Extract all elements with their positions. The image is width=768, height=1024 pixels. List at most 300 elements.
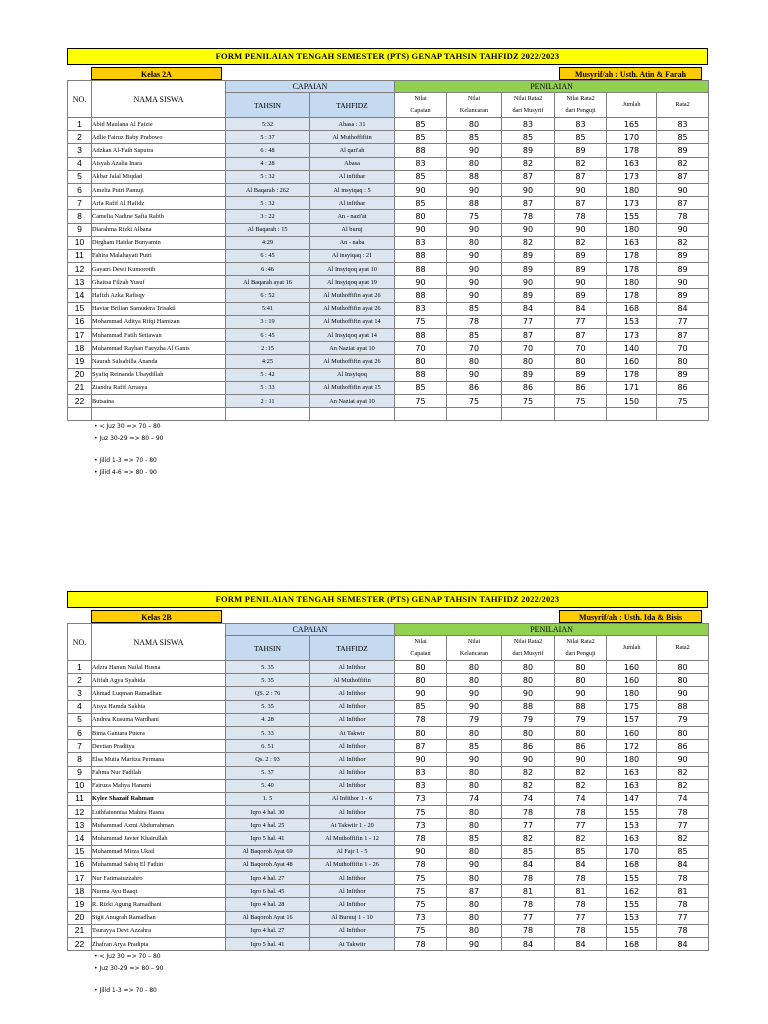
score-rata2: 90 [657,276,709,289]
score-jumlah: 155 [607,806,657,819]
row-number: 11 [68,249,92,262]
score-rata-musyrif: 84 [502,858,555,871]
student-name: Elsa Mutia Maritza Permana [92,753,226,766]
score-jumlah: 173 [607,197,657,210]
score-rata2: 82 [657,236,709,249]
score-rata-musyrif: 78 [502,806,555,819]
tahfidz-cell: Al infithar [310,170,395,183]
student-name: Amelia Putri Pamuji [92,183,226,196]
score-capaian: 80 [395,726,447,739]
score-rata2: 77 [657,911,709,924]
header-nilai-kelancaran: Nilai Kelancaran [447,93,502,118]
score-rata-penguji: 82 [555,766,607,779]
header-rata2: Rata2 [657,636,709,661]
row-number: 15 [68,302,92,315]
score-kelancaran: 90 [447,223,502,236]
empty-cell [92,408,226,421]
tahfidz-cell: Al Infithor [310,740,395,753]
score-rata2: 78 [657,806,709,819]
score-capaian: 78 [395,937,447,950]
table-row [68,289,709,302]
row-number: 8 [68,210,92,223]
row-number: 21 [68,924,92,937]
score-rata-musyrif: 78 [502,898,555,911]
table-row [68,845,709,858]
header-rata-penguji: Nilai Rata2 dari Penguji [555,93,607,118]
table-row [68,157,709,170]
score-rata2: 89 [657,289,709,302]
tahsin-cell: 6 : 48 [226,144,310,157]
score-capaian: 88 [395,249,447,262]
score-rata-musyrif: 89 [502,289,555,302]
row-number: 19 [68,355,92,368]
table-row [68,819,709,832]
score-capaian: 78 [395,858,447,871]
table-row [68,249,709,262]
row-number: 22 [68,394,92,407]
score-rata-penguji: 88 [555,700,607,713]
score-jumlah: 168 [607,302,657,315]
student-name: Aisya Hamda Sakhia [92,700,226,713]
tahfidz-cell: Al Infithor [310,806,395,819]
score-rata-penguji: 82 [555,832,607,845]
score-rata-musyrif: 89 [502,249,555,262]
score-rata2: 84 [657,937,709,950]
score-rata-penguji: 90 [555,687,607,700]
teacher-label: Musyrif/ah : Usth. Ida & Bisis [559,610,702,623]
student-name: Sigit Anugrah Ramadhan [92,911,226,924]
score-jumlah: 170 [607,845,657,858]
tahsin-cell: 5:41 [226,302,310,315]
tahsin-cell: 6. 51 [226,740,310,753]
header-capaian: CAPAIAN [226,81,395,93]
score-kelancaran: 90 [447,858,502,871]
tahsin-cell: 2 : 11 [226,394,310,407]
score-capaian: 83 [395,236,447,249]
student-name: Hafizh Azka Rafisqy [92,289,226,302]
empty-cell [555,408,607,421]
score-rata-musyrif: 88 [502,700,555,713]
header-rata-musyrif: Nilai Rata2 dari Musyrif [502,93,555,118]
score-kelancaran: 80 [447,661,502,674]
score-rata-penguji: 80 [555,661,607,674]
header-no: NO. [68,624,92,661]
score-rata-musyrif: 83 [502,118,555,131]
student-name: Muhammad Sabiq El Fathin [92,858,226,871]
table-row [68,197,709,210]
tahsin-cell: QS. 2 : 76 [226,687,310,700]
header-tahsin: TAHSIN [226,636,310,661]
score-jumlah: 178 [607,368,657,381]
score-kelancaran: 90 [447,937,502,950]
score-rata2: 84 [657,858,709,871]
student-name: Adzra Hanun Nailal Husna [92,661,226,674]
score-capaian: 83 [395,302,447,315]
row-number: 5 [68,713,92,726]
table-row [68,674,709,687]
student-name: Muhammad Azmi Abdurrahman [92,819,226,832]
student-name: Luthfatunnisa Mahira Hasna [92,806,226,819]
score-capaian: 88 [395,144,447,157]
score-jumlah: 180 [607,276,657,289]
row-number: 10 [68,236,92,249]
row-number: 5 [68,170,92,183]
student-name: Muhammad Fatih Setiawan [92,329,226,342]
score-jumlah: 153 [607,911,657,924]
table-row [68,885,709,898]
tahfidz-cell: Al qari'ah [310,144,395,157]
table-row [68,700,709,713]
tahsin-cell: Al Baqarah : 15 [226,223,310,236]
tahsin-cell: 4:25 [226,355,310,368]
score-kelancaran: 85 [447,832,502,845]
score-kelancaran: 80 [447,779,502,792]
score-capaian: 80 [395,210,447,223]
student-name: Haviar Brilian Samudera Trisakti [92,302,226,315]
tahsin-cell: 5. 40 [226,779,310,792]
score-kelancaran: 78 [447,315,502,328]
tahsin-cell: 5:32 [226,118,310,131]
score-rata-musyrif: 82 [502,157,555,170]
tahsin-cell: Al Baqoroh Ayat 48 [226,858,310,871]
table-row [68,315,709,328]
score-jumlah: 180 [607,223,657,236]
student-name: Devtian Praditya [92,740,226,753]
score-kelancaran: 90 [447,183,502,196]
score-kelancaran: 80 [447,236,502,249]
row-number: 14 [68,289,92,302]
notes-gap [67,445,708,455]
tahsin-cell: 2 :15 [226,342,310,355]
score-rata-penguji: 82 [555,157,607,170]
score-kelancaran: 80 [447,355,502,368]
score-kelancaran: 85 [447,302,502,315]
score-capaian: 75 [395,898,447,911]
student-name: Nurma Ayu Baaqi [92,885,226,898]
score-rata2: 80 [657,661,709,674]
score-rata-musyrif: 70 [502,342,555,355]
row-number: 13 [68,819,92,832]
score-capaian: 75 [395,872,447,885]
score-rata-penguji: 84 [555,858,607,871]
score-rata-musyrif: 90 [502,687,555,700]
tahfidz-cell: Al buruj [310,223,395,236]
table-row [68,858,709,871]
header-nilai-capaian: Nilai Capaian [395,636,447,661]
student-name: Camelia Nadine Safia Rabih [92,210,226,223]
row-number: 4 [68,700,92,713]
student-name: Syafiq Reinanda Ubaydillah [92,368,226,381]
tahsin-cell: Iqro 4 hal. 28 [226,898,310,911]
tahsin-cell: 6 :46 [226,263,310,276]
score-rata2: 82 [657,766,709,779]
row-number: 20 [68,368,92,381]
score-rata-penguji: 89 [555,144,607,157]
score-rata-penguji: 90 [555,753,607,766]
header-rata-penguji: Nilai Rata2 dari Penguji [555,636,607,661]
row-number: 18 [68,885,92,898]
header-jumlah: Jumlah [607,636,657,661]
score-rata-musyrif: 90 [502,223,555,236]
score-capaian: 90 [395,223,447,236]
score-rata-musyrif: 82 [502,832,555,845]
score-rata-musyrif: 75 [502,394,555,407]
table-row [68,210,709,223]
score-jumlah: 173 [607,170,657,183]
note-item: • Juz 30-29 => 80 – 90 [94,435,164,443]
score-capaian: 90 [395,687,447,700]
row-number: 19 [68,898,92,911]
tahsin-cell: 3 : 19 [226,315,310,328]
tahsin-cell: 1. 5 [226,792,310,805]
tahsin-cell: Iqro 5 hal. 41 [226,937,310,950]
table-row [68,661,709,674]
student-name: Gayatri Dewi Kumorotih [92,263,226,276]
score-rata-penguji: 78 [555,924,607,937]
score-capaian: 85 [395,381,447,394]
score-capaian: 85 [395,197,447,210]
score-rata2: 70 [657,342,709,355]
tahsin-cell: Iqro 4 hal. 27 [226,924,310,937]
score-jumlah: 163 [607,157,657,170]
student-name: Muhammad Javier Khairullah [92,832,226,845]
grading-notes [67,951,708,997]
score-table [67,80,709,421]
score-capaian: 80 [395,674,447,687]
score-kelancaran: 79 [447,713,502,726]
tahfidz-cell: Al Fajr 1 - 5 [310,845,395,858]
score-capaian: 90 [395,845,447,858]
score-rata-penguji: 77 [555,819,607,832]
row-number: 13 [68,276,92,289]
table-row [68,131,709,144]
table-row [68,924,709,937]
score-rata-penguji: 89 [555,289,607,302]
tahsin-cell: 5 : 42 [226,368,310,381]
student-name: Fairuza Mahya Hanami [92,779,226,792]
row-number: 11 [68,792,92,805]
class-info-row [67,65,708,80]
table-row [68,937,709,950]
score-kelancaran: 86 [447,381,502,394]
grading-notes [67,421,708,479]
score-kelancaran: 88 [447,170,502,183]
tahfidz-cell: Al Muthoffifin [310,674,395,687]
teacher-label: Musyrif/ah : Usth. Atin & Farah [559,67,702,80]
table-row [68,381,709,394]
note-item: • Juz 30-29 => 80 – 90 [94,965,164,973]
score-rata-penguji: 80 [555,355,607,368]
score-capaian: 90 [395,753,447,766]
empty-cell [310,408,395,421]
student-name: Bima Gantara Putera [92,726,226,739]
score-capaian: 75 [395,394,447,407]
score-jumlah: 180 [607,183,657,196]
header-rata-musyrif: Nilai Rata2 dari Musyrif [502,636,555,661]
table-row [68,276,709,289]
table-row [68,302,709,315]
student-name: Kylee Shazaif Rahman [92,792,226,805]
score-jumlah: 170 [607,131,657,144]
empty-cell [657,408,709,421]
score-jumlah: 171 [607,381,657,394]
table-row [68,792,709,805]
header-rata2: Rata2 [657,93,709,118]
score-capaian: 73 [395,819,447,832]
tahfidz-cell: Al Infithor [310,661,395,674]
tahsin-cell: 5. 37 [226,766,310,779]
score-capaian: 85 [395,170,447,183]
tahfidz-cell: Al Infithor [310,700,395,713]
score-rata-penguji: 77 [555,315,607,328]
tahsin-cell: 5. 33 [226,726,310,739]
score-kelancaran: 80 [447,674,502,687]
tahsin-cell: 5. 35 [226,700,310,713]
table-row [68,713,709,726]
note-item: • Jilid 1-3 => 70 - 80 [94,987,157,995]
score-jumlah: 168 [607,858,657,871]
score-jumlah: 180 [607,687,657,700]
tahfidz-cell: Al Infithor [310,872,395,885]
score-jumlah: 147 [607,792,657,805]
class-info-row [67,608,708,623]
student-name: Aisyah Azalia Inara [92,157,226,170]
row-number: 8 [68,753,92,766]
empty-cell [226,408,310,421]
row-number: 16 [68,858,92,871]
score-rata-penguji: 84 [555,937,607,950]
score-rata-musyrif: 82 [502,766,555,779]
score-rata2: 87 [657,329,709,342]
student-name: Butsaina [92,394,226,407]
row-number: 9 [68,766,92,779]
score-rata-musyrif: 87 [502,170,555,183]
score-jumlah: 172 [607,740,657,753]
score-kelancaran: 85 [447,740,502,753]
score-rata-penguji: 75 [555,394,607,407]
tahsin-cell: 5 : 32 [226,170,310,183]
tahfidz-cell: At Takwir [310,726,395,739]
score-capaian: 75 [395,315,447,328]
score-rata2: 83 [657,118,709,131]
class-label: Kelas 2A [91,67,222,80]
score-jumlah: 163 [607,779,657,792]
score-jumlah: 178 [607,289,657,302]
student-name: Naurah Salsabilla Ananda [92,355,226,368]
table-row [68,766,709,779]
tahfidz-cell: An Naziat ayat 10 [310,342,395,355]
score-rata2: 80 [657,355,709,368]
tahfidz-cell: An - naba [310,236,395,249]
student-name: Muhammad Mirza Ukail [92,845,226,858]
tahsin-cell: 6 : 45 [226,249,310,262]
score-jumlah: 178 [607,144,657,157]
score-kelancaran: 90 [447,368,502,381]
score-rata-musyrif: 87 [502,329,555,342]
tahsin-cell: 5. 35 [226,674,310,687]
score-rata2: 89 [657,263,709,276]
score-rata-penguji: 74 [555,792,607,805]
score-rata-musyrif: 89 [502,368,555,381]
row-number: 14 [68,832,92,845]
row-number: 3 [68,144,92,157]
tahsin-cell: 6 : 45 [226,329,310,342]
student-name: Arfa Rafif Al Hafidz [92,197,226,210]
student-name: Ziandra Rafif Arrasya [92,381,226,394]
header-capaian: CAPAIAN [226,624,395,636]
tahfidz-cell: Al Muthoffifin ayat 26 [310,302,395,315]
score-rata-musyrif: 77 [502,911,555,924]
score-rata-musyrif: 85 [502,131,555,144]
score-kelancaran: 87 [447,885,502,898]
tahfidz-cell: Al Insyiqoq ayat 19 [310,276,395,289]
score-capaian: 88 [395,289,447,302]
score-kelancaran: 80 [447,819,502,832]
row-number: 6 [68,726,92,739]
score-rata-penguji: 89 [555,263,607,276]
tahsin-cell: 4:29 [226,236,310,249]
score-rata-penguji: 70 [555,342,607,355]
empty-cell [502,408,555,421]
tahfidz-cell: Al insyiqaq : 5 [310,183,395,196]
score-rata-penguji: 90 [555,223,607,236]
score-rata-musyrif: 85 [502,845,555,858]
score-kelancaran: 90 [447,263,502,276]
row-number: 22 [68,937,92,950]
score-rata-penguji: 82 [555,236,607,249]
score-rata-musyrif: 89 [502,263,555,276]
student-name: Nur Fatimatuzzahro [92,872,226,885]
score-kelancaran: 80 [447,157,502,170]
tahsin-cell: 3 : 22 [226,210,310,223]
score-rata-penguji: 86 [555,381,607,394]
score-kelancaran: 85 [447,329,502,342]
header-nilai-capaian: Nilai Capaian [395,93,447,118]
score-jumlah: 157 [607,713,657,726]
tahsin-cell: 4. 28 [226,713,310,726]
table-row [68,740,709,753]
score-rata2: 87 [657,170,709,183]
header-tahfidz: TAHFIDZ [310,636,395,661]
student-name: Diarahma Rizki Albana [92,223,226,236]
score-rata-penguji: 77 [555,911,607,924]
tahsin-cell: Al Baqoroh Ayat 69 [226,845,310,858]
tahfidz-cell: Al Muthoffifin ayat 26 [310,355,395,368]
score-jumlah: 160 [607,674,657,687]
table-row [68,170,709,183]
score-jumlah: 160 [607,661,657,674]
score-rata2: 78 [657,210,709,223]
score-jumlah: 162 [607,885,657,898]
student-name: Adzkan Al-Fath Saputra [92,144,226,157]
score-kelancaran: 80 [447,845,502,858]
tahsin-cell: Qs. 2 : 93 [226,753,310,766]
score-rata-penguji: 90 [555,183,607,196]
score-kelancaran: 88 [447,197,502,210]
form-title: FORM PENILAIAN TENGAH SEMESTER (PTS) GENAP TAHSIN TAHFIDZ 2022/2023 [67,48,708,65]
tahfidz-cell: Al Infithor [310,779,395,792]
student-name: Dirgham Haidar Bunyamin [92,236,226,249]
score-rata-penguji: 85 [555,845,607,858]
student-name: R. Rizki Agung Ramadhani [92,898,226,911]
score-capaian: 90 [395,183,447,196]
student-name: Mohammad Aditya Rifqi Hamizan [92,315,226,328]
score-rata2: 87 [657,197,709,210]
score-capaian: 83 [395,779,447,792]
tahfidz-cell: Al Muthoffifin ayat 26 [310,289,395,302]
score-rata2: 90 [657,223,709,236]
score-kelancaran: 90 [447,276,502,289]
